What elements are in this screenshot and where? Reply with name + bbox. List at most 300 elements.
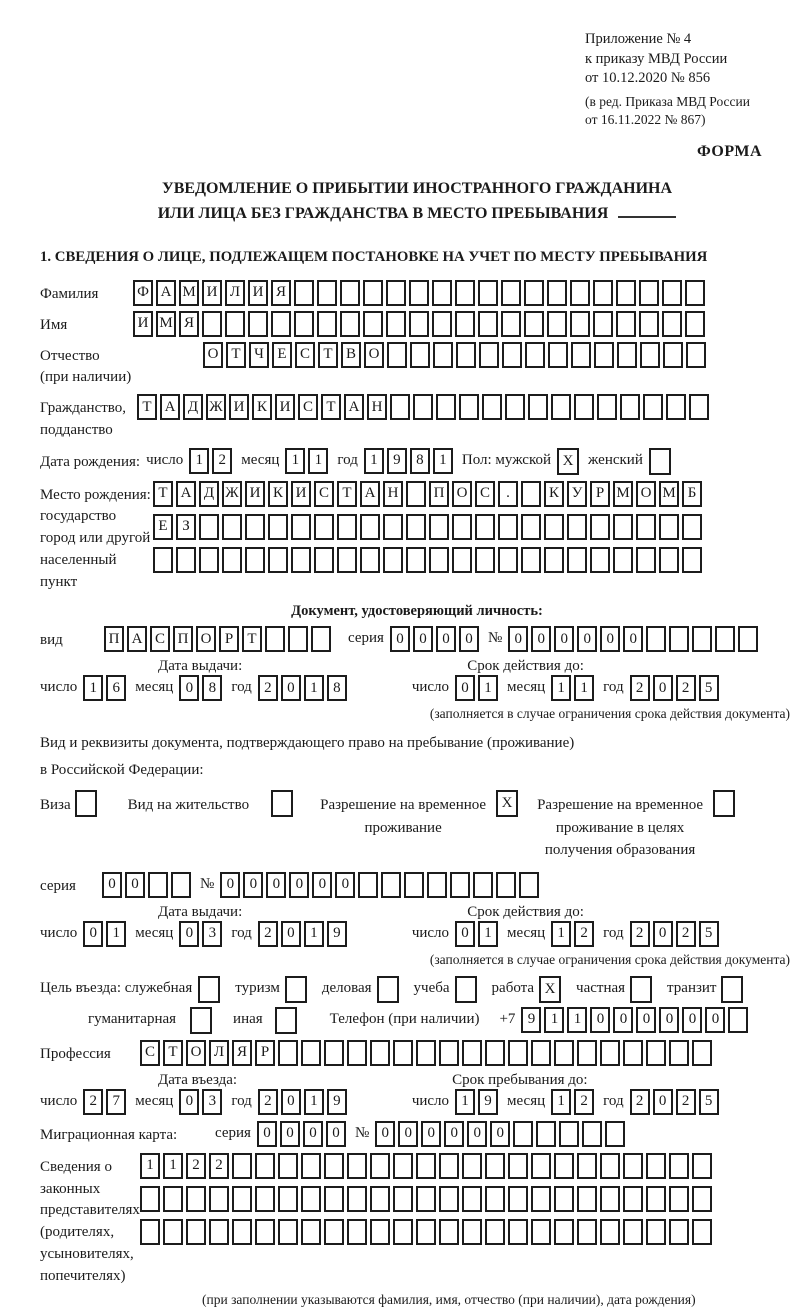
char-box[interactable]: 0 [281, 675, 301, 701]
char-box[interactable]: 0 [455, 675, 475, 701]
char-box[interactable] [140, 1219, 160, 1245]
char-box[interactable] [436, 394, 456, 420]
char-box[interactable] [692, 626, 712, 652]
char-box[interactable] [600, 1153, 620, 1179]
char-box[interactable] [209, 1186, 229, 1212]
char-box[interactable]: М [156, 311, 176, 337]
char-box[interactable]: 2 [83, 1089, 103, 1115]
char-box[interactable] [686, 342, 706, 368]
char-box[interactable]: 2 [186, 1153, 206, 1179]
char-box[interactable] [429, 514, 449, 540]
char-box[interactable]: 0 [257, 1121, 277, 1147]
char-box[interactable]: З [176, 514, 196, 540]
doc-series-input[interactable] [390, 626, 482, 652]
char-box[interactable] [347, 1153, 367, 1179]
stay-day[interactable] [455, 1089, 501, 1115]
birthplace-line-3[interactable] [153, 547, 705, 573]
char-box[interactable] [685, 311, 705, 337]
migration-series-input[interactable] [257, 1121, 349, 1147]
char-box[interactable]: 8 [202, 675, 222, 701]
char-box[interactable] [692, 1040, 712, 1066]
char-box[interactable]: Р [255, 1040, 275, 1066]
char-box[interactable]: 0 [289, 872, 309, 898]
char-box[interactable]: 3 [202, 921, 222, 947]
char-box[interactable] [636, 514, 656, 540]
char-box[interactable] [271, 311, 291, 337]
char-box[interactable]: 1 [567, 1007, 587, 1033]
char-box[interactable]: 0 [590, 1007, 610, 1033]
char-box[interactable]: А [344, 394, 364, 420]
char-box[interactable] [689, 394, 709, 420]
char-box[interactable]: О [636, 481, 656, 507]
char-box[interactable]: 0 [179, 675, 199, 701]
char-box[interactable] [639, 280, 659, 306]
char-box[interactable] [547, 311, 567, 337]
char-box[interactable]: С [298, 394, 318, 420]
char-box[interactable]: И [202, 280, 222, 306]
char-box[interactable]: Д [183, 394, 203, 420]
char-box[interactable] [363, 280, 383, 306]
char-box[interactable] [390, 394, 410, 420]
char-box[interactable] [519, 872, 539, 898]
resdoc-valid-month[interactable] [551, 921, 597, 947]
char-box[interactable]: 2 [258, 921, 278, 947]
char-box[interactable] [439, 1219, 459, 1245]
char-box[interactable]: 0 [421, 1121, 441, 1147]
char-box[interactable]: Ж [222, 481, 242, 507]
char-box[interactable] [531, 1186, 551, 1212]
char-box[interactable] [455, 280, 475, 306]
char-box[interactable] [171, 872, 191, 898]
char-box[interactable] [666, 394, 686, 420]
char-box[interactable]: П [429, 481, 449, 507]
purpose-humanitarian-checkbox-cell[interactable] [190, 1007, 212, 1034]
char-box[interactable]: 1 [304, 1089, 324, 1115]
resdoc-valid-day[interactable] [455, 921, 501, 947]
char-box[interactable] [682, 514, 702, 540]
birthplace-line-1[interactable] [153, 481, 705, 507]
char-box[interactable]: 0 [554, 626, 574, 652]
char-box[interactable]: 1 [551, 1089, 571, 1115]
entry-year[interactable] [258, 1089, 350, 1115]
doc-valid-day[interactable] [455, 675, 501, 701]
purpose-study-checkbox-cell[interactable] [455, 976, 477, 1003]
char-box[interactable]: 2 [630, 1089, 650, 1115]
char-box[interactable]: Ж [206, 394, 226, 420]
char-box[interactable]: О [452, 481, 472, 507]
char-box[interactable]: Е [272, 342, 292, 368]
char-box[interactable] [728, 1007, 748, 1033]
purpose-business-checkbox-cell[interactable] [377, 976, 399, 1003]
char-box[interactable] [370, 1219, 390, 1245]
char-box[interactable]: Д [199, 481, 219, 507]
char-box[interactable] [544, 514, 564, 540]
char-box[interactable] [393, 1219, 413, 1245]
char-box[interactable]: С [140, 1040, 160, 1066]
char-box[interactable] [245, 514, 265, 540]
birth-day-input[interactable] [189, 448, 235, 474]
char-box[interactable]: 1 [304, 675, 324, 701]
char-box[interactable] [370, 1186, 390, 1212]
char-box[interactable]: 0 [335, 872, 355, 898]
residence-permit-checkbox-cell[interactable] [271, 790, 293, 817]
char-box[interactable]: А [176, 481, 196, 507]
char-box[interactable] [225, 311, 245, 337]
doc-issue-year[interactable] [258, 675, 350, 701]
char-box[interactable] [567, 514, 587, 540]
char-box[interactable] [498, 514, 518, 540]
char-box[interactable]: Т [318, 342, 338, 368]
char-box[interactable]: 0 [83, 921, 103, 947]
char-box[interactable]: Б [682, 481, 702, 507]
char-box[interactable] [521, 547, 541, 573]
char-box[interactable] [600, 1219, 620, 1245]
char-box[interactable] [294, 311, 314, 337]
char-box[interactable] [314, 514, 334, 540]
char-box[interactable] [577, 1219, 597, 1245]
purpose-business-checkbox[interactable] [377, 976, 402, 1003]
char-box[interactable]: 0 [613, 1007, 633, 1033]
char-box[interactable] [738, 626, 758, 652]
char-box[interactable] [640, 342, 660, 368]
char-box[interactable] [646, 1186, 666, 1212]
char-box[interactable]: 0 [459, 626, 479, 652]
char-box[interactable] [148, 872, 168, 898]
char-box[interactable] [508, 1186, 528, 1212]
char-box[interactable] [669, 1040, 689, 1066]
doc-valid-year[interactable] [630, 675, 722, 701]
char-box[interactable] [646, 1040, 666, 1066]
char-box[interactable]: 9 [521, 1007, 541, 1033]
char-box[interactable]: 1 [433, 448, 453, 474]
char-box[interactable]: Я [179, 311, 199, 337]
char-box[interactable] [620, 394, 640, 420]
char-box[interactable] [222, 514, 242, 540]
char-box[interactable]: 0 [682, 1007, 702, 1033]
char-box[interactable]: 1 [106, 921, 126, 947]
resdoc-number-input[interactable] [220, 872, 542, 898]
char-box[interactable] [404, 872, 424, 898]
char-box[interactable] [570, 311, 590, 337]
char-box[interactable] [577, 1186, 597, 1212]
char-box[interactable]: 2 [676, 675, 696, 701]
char-box[interactable] [439, 1186, 459, 1212]
char-box[interactable] [692, 1153, 712, 1179]
stay-month[interactable] [551, 1089, 597, 1115]
temp-residence-checkbox[interactable] [496, 790, 521, 817]
char-box[interactable] [475, 547, 495, 573]
char-box[interactable] [505, 394, 525, 420]
char-box[interactable]: 0 [455, 921, 475, 947]
char-box[interactable] [291, 547, 311, 573]
char-box[interactable] [567, 547, 587, 573]
char-box[interactable] [593, 311, 613, 337]
surname-input[interactable] [133, 280, 708, 306]
resdoc-series-input[interactable] [102, 872, 194, 898]
char-box[interactable] [485, 1040, 505, 1066]
char-box[interactable] [554, 1186, 574, 1212]
char-box[interactable]: Т [242, 626, 262, 652]
char-box[interactable] [294, 280, 314, 306]
char-box[interactable] [456, 342, 476, 368]
char-box[interactable]: 2 [212, 448, 232, 474]
char-box[interactable]: 1 [304, 921, 324, 947]
char-box[interactable] [416, 1219, 436, 1245]
char-box[interactable] [370, 1153, 390, 1179]
char-box[interactable] [521, 481, 541, 507]
char-box[interactable]: 0 [390, 626, 410, 652]
purpose-private-checkbox-cell[interactable] [630, 976, 652, 1003]
char-box[interactable]: П [104, 626, 124, 652]
char-box[interactable] [623, 1219, 643, 1245]
char-box[interactable] [577, 1040, 597, 1066]
char-box[interactable] [692, 1219, 712, 1245]
char-box[interactable] [186, 1219, 206, 1245]
char-box[interactable] [623, 1040, 643, 1066]
char-box[interactable] [314, 547, 334, 573]
char-box[interactable]: 0 [102, 872, 122, 898]
char-box[interactable]: 0 [220, 872, 240, 898]
char-box[interactable]: П [173, 626, 193, 652]
entry-month[interactable] [179, 1089, 225, 1115]
char-box[interactable] [485, 1153, 505, 1179]
purpose-private-checkbox[interactable] [630, 976, 655, 1003]
char-box[interactable]: 0 [653, 921, 673, 947]
char-box[interactable] [317, 311, 337, 337]
char-box[interactable]: И [229, 394, 249, 420]
char-box[interactable] [482, 394, 502, 420]
char-box[interactable] [176, 547, 196, 573]
char-box[interactable] [554, 1219, 574, 1245]
char-box[interactable] [311, 626, 331, 652]
char-box[interactable] [613, 547, 633, 573]
char-box[interactable] [324, 1040, 344, 1066]
char-box[interactable]: 2 [676, 1089, 696, 1115]
char-box[interactable]: О [364, 342, 384, 368]
profession-input[interactable] [140, 1040, 715, 1066]
char-box[interactable] [358, 872, 378, 898]
char-box[interactable]: А [160, 394, 180, 420]
purpose-humanitarian-checkbox[interactable] [190, 1007, 215, 1034]
char-box[interactable] [393, 1186, 413, 1212]
char-box[interactable] [363, 311, 383, 337]
char-box[interactable]: 6 [106, 675, 126, 701]
char-box[interactable] [475, 514, 495, 540]
char-box[interactable] [455, 311, 475, 337]
purpose-work-checkbox-cell[interactable]: X [539, 976, 561, 1003]
char-box[interactable] [646, 1219, 666, 1245]
char-box[interactable] [498, 547, 518, 573]
char-box[interactable] [386, 311, 406, 337]
temp-residence-checkbox-cell[interactable]: X [496, 790, 518, 817]
char-box[interactable]: 1 [163, 1153, 183, 1179]
char-box[interactable] [406, 514, 426, 540]
char-box[interactable] [646, 626, 666, 652]
char-box[interactable]: С [150, 626, 170, 652]
char-box[interactable] [199, 547, 219, 573]
char-box[interactable] [324, 1153, 344, 1179]
char-box[interactable] [406, 547, 426, 573]
char-box[interactable] [508, 1040, 528, 1066]
char-box[interactable]: 0 [467, 1121, 487, 1147]
char-box[interactable] [317, 280, 337, 306]
char-box[interactable] [551, 394, 571, 420]
char-box[interactable] [531, 1219, 551, 1245]
char-box[interactable]: 9 [478, 1089, 498, 1115]
char-box[interactable] [613, 514, 633, 540]
char-box[interactable] [255, 1219, 275, 1245]
char-box[interactable] [659, 514, 679, 540]
sex-female-checkbox[interactable] [649, 448, 674, 475]
char-box[interactable]: 2 [209, 1153, 229, 1179]
char-box[interactable]: Я [271, 280, 291, 306]
char-box[interactable] [669, 626, 689, 652]
char-box[interactable] [462, 1219, 482, 1245]
char-box[interactable] [347, 1219, 367, 1245]
char-box[interactable] [452, 547, 472, 573]
char-box[interactable] [692, 1186, 712, 1212]
char-box[interactable] [347, 1040, 367, 1066]
char-box[interactable] [383, 547, 403, 573]
char-box[interactable]: 0 [266, 872, 286, 898]
char-box[interactable] [410, 342, 430, 368]
char-box[interactable] [268, 514, 288, 540]
char-box[interactable]: 0 [179, 1089, 199, 1115]
birthplace-line-2[interactable] [153, 514, 705, 540]
char-box[interactable]: 7 [106, 1089, 126, 1115]
char-box[interactable]: Ф [133, 280, 153, 306]
char-box[interactable] [360, 514, 380, 540]
char-box[interactable]: 1 [308, 448, 328, 474]
char-box[interactable]: Т [337, 481, 357, 507]
char-box[interactable]: Т [153, 481, 173, 507]
char-box[interactable] [594, 342, 614, 368]
char-box[interactable] [524, 311, 544, 337]
char-box[interactable] [623, 1153, 643, 1179]
char-box[interactable]: Ч [249, 342, 269, 368]
purpose-transit-checkbox[interactable] [721, 976, 746, 1003]
char-box[interactable]: 0 [413, 626, 433, 652]
char-box[interactable]: 2 [630, 921, 650, 947]
char-box[interactable]: 2 [258, 1089, 278, 1115]
char-box[interactable] [600, 1040, 620, 1066]
char-box[interactable] [544, 547, 564, 573]
char-box[interactable]: 9 [327, 1089, 347, 1115]
resdoc-issue-day[interactable] [83, 921, 129, 947]
char-box[interactable] [265, 626, 285, 652]
char-box[interactable] [291, 514, 311, 540]
char-box[interactable] [433, 342, 453, 368]
char-box[interactable]: 5 [699, 921, 719, 947]
char-box[interactable] [452, 514, 472, 540]
char-box[interactable]: А [127, 626, 147, 652]
char-box[interactable] [485, 1186, 505, 1212]
char-box[interactable] [278, 1186, 298, 1212]
char-box[interactable] [387, 342, 407, 368]
char-box[interactable]: 0 [326, 1121, 346, 1147]
char-box[interactable] [577, 1153, 597, 1179]
temp-residence-education-checkbox[interactable] [713, 790, 738, 817]
char-box[interactable] [324, 1186, 344, 1212]
char-box[interactable] [347, 1186, 367, 1212]
char-box[interactable] [337, 514, 357, 540]
char-box[interactable]: Т [163, 1040, 183, 1066]
firstname-input[interactable] [133, 311, 708, 337]
char-box[interactable]: И [248, 280, 268, 306]
doc-issue-day[interactable] [83, 675, 129, 701]
char-box[interactable] [340, 280, 360, 306]
char-box[interactable] [462, 1040, 482, 1066]
char-box[interactable] [590, 547, 610, 573]
doc-valid-month[interactable] [551, 675, 597, 701]
char-box[interactable] [232, 1153, 252, 1179]
char-box[interactable]: 0 [179, 921, 199, 947]
char-box[interactable] [715, 626, 735, 652]
char-box[interactable]: 1 [544, 1007, 564, 1033]
char-box[interactable]: 2 [258, 675, 278, 701]
char-box[interactable] [554, 1153, 574, 1179]
char-box[interactable] [662, 280, 682, 306]
migration-number-input[interactable] [375, 1121, 628, 1147]
char-box[interactable] [473, 872, 493, 898]
char-box[interactable] [501, 280, 521, 306]
char-box[interactable]: С [295, 342, 315, 368]
char-box[interactable] [685, 280, 705, 306]
char-box[interactable]: 0 [398, 1121, 418, 1147]
sex-male-checkbox[interactable] [557, 448, 582, 475]
char-box[interactable]: 0 [636, 1007, 656, 1033]
char-box[interactable]: 1 [364, 448, 384, 474]
temp-residence-education-checkbox-cell[interactable] [713, 790, 735, 817]
resdoc-valid-year[interactable] [630, 921, 722, 947]
visa-checkbox-cell[interactable] [75, 790, 97, 817]
char-box[interactable] [669, 1219, 689, 1245]
char-box[interactable] [485, 1219, 505, 1245]
purpose-work-checkbox[interactable] [539, 976, 564, 1003]
char-box[interactable] [600, 1186, 620, 1212]
char-box[interactable]: 0 [375, 1121, 395, 1147]
char-box[interactable] [406, 481, 426, 507]
char-box[interactable] [536, 1121, 556, 1147]
purpose-other-checkbox-cell[interactable] [275, 1007, 297, 1034]
char-box[interactable]: Р [590, 481, 610, 507]
char-box[interactable] [163, 1219, 183, 1245]
char-box[interactable] [409, 311, 429, 337]
char-box[interactable]: Л [209, 1040, 229, 1066]
char-box[interactable]: 0 [600, 626, 620, 652]
char-box[interactable] [268, 547, 288, 573]
char-box[interactable]: 2 [574, 1089, 594, 1115]
char-box[interactable] [381, 872, 401, 898]
char-box[interactable] [669, 1186, 689, 1212]
representatives-line-3[interactable] [140, 1219, 715, 1245]
char-box[interactable] [370, 1040, 390, 1066]
char-box[interactable] [623, 1186, 643, 1212]
char-box[interactable] [496, 872, 516, 898]
char-box[interactable]: 1 [140, 1153, 160, 1179]
char-box[interactable]: Т [137, 394, 157, 420]
birth-year-input[interactable] [364, 448, 456, 474]
char-box[interactable]: М [613, 481, 633, 507]
char-box[interactable]: Н [383, 481, 403, 507]
char-box[interactable] [669, 1153, 689, 1179]
stay-year[interactable] [630, 1089, 722, 1115]
char-box[interactable] [255, 1186, 275, 1212]
char-box[interactable]: 0 [125, 872, 145, 898]
char-box[interactable]: 1 [478, 675, 498, 701]
char-box[interactable]: С [314, 481, 334, 507]
char-box[interactable]: 1 [551, 921, 571, 947]
